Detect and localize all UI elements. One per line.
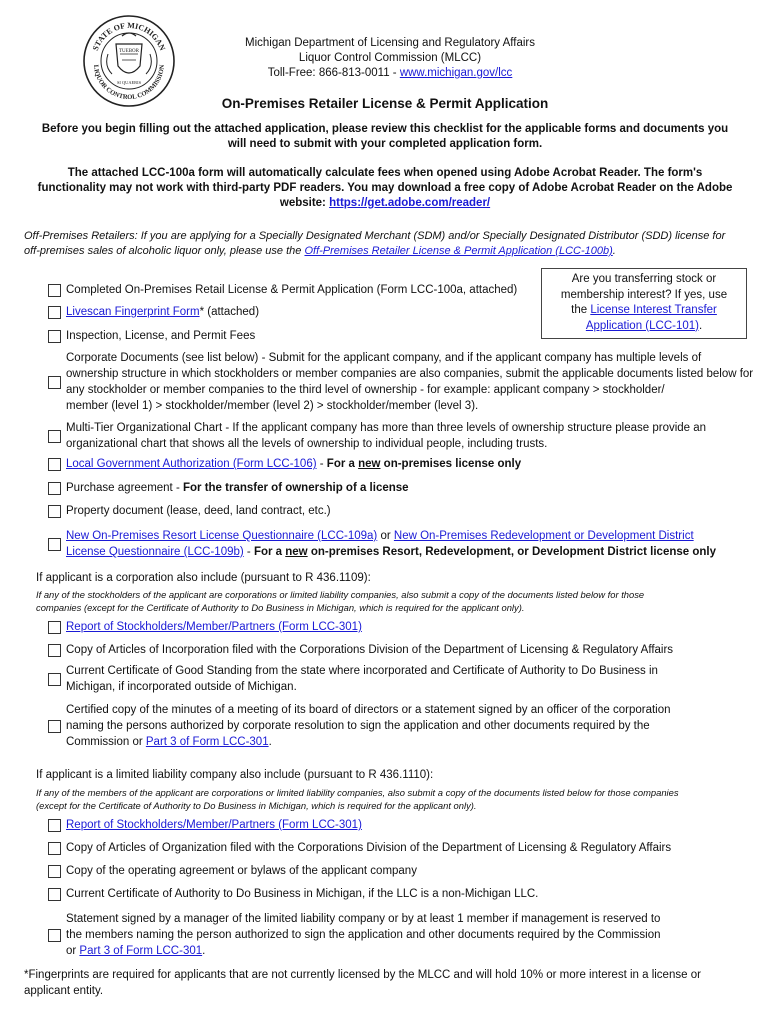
- corp-part3-link[interactable]: Part 3 of Form LCC-301: [145, 736, 269, 748]
- corp-minutes-line2: naming the persons authorized by corporate resolution to sign the application and other documents required by the: [66, 720, 650, 732]
- org-chart-line1: Multi-Tier Organizational Chart - If the applicant company has more than three levels of ownership structure please provide an: [66, 422, 707, 434]
- corp-good-standing-line1: Current Certificate of Good Standing from the state where incorporated and Certificate of Authority to Do Business in: [66, 665, 658, 677]
- llc-item-statement: [48, 911, 661, 959]
- acrobat-download-link[interactable]: https://get.adobe.com/reader/: [329, 197, 491, 209]
- checklist-item-org-chart: [48, 420, 706, 452]
- corporate-docs-line2: ownership structure in which stockholders or member companies are also companies, submit the applicable documents listed below for: [66, 368, 754, 380]
- llc-articles-label: Copy of Articles of Organization filed with the Corporations Division of the Department of Licensing & Regulatory Affairs: [66, 842, 672, 854]
- mlcc-seal: [82, 14, 176, 108]
- local-gov-auth-label: [66, 456, 521, 472]
- stock-transfer-the: the: [571, 304, 591, 316]
- corporate-docs-line3: any stockholder or member companies to the third level of ownership - for example: applicant company > stockholder/: [66, 384, 665, 396]
- off-premises-line2-text: off-premises sales of alcoholic liquor only, please use the: [24, 245, 305, 257]
- llc-statement-checkbox[interactable]: [48, 929, 61, 942]
- local-gov-auth-dash: -: [316, 458, 327, 470]
- corp-report-link[interactable]: Report of Stockholders/Member/Partners (Form LCC-301): [66, 621, 362, 633]
- off-premises-application-link[interactable]: Off-Premises Retailer License & Permit Application (LCC-100b): [304, 245, 613, 257]
- acrobat-notice: [24, 166, 746, 211]
- corp-good-standing-label: [66, 663, 658, 695]
- checklist-item-resort: [48, 528, 716, 560]
- purchase-text: Purchase agreement -: [66, 482, 183, 494]
- local-gov-auth-checkbox[interactable]: [48, 458, 61, 471]
- resort-checkbox[interactable]: [48, 538, 61, 551]
- footnote-line1: *Fingerprints are required for applicants that are not currently licensed by the MLCC and will hold 10% or more interest in a license or: [24, 969, 701, 981]
- corp-minutes-line1: Certified copy of the minutes of a meeting of its board of directors or a statement signed by an officer of the corporation: [66, 704, 671, 716]
- acrobat-notice-line1: The attached LCC-100a form will automatically calculate fees when opened using Adobe Acrobat Reader. The form's: [67, 167, 703, 179]
- footnote-line2: applicant entity.: [24, 985, 104, 997]
- website-link[interactable]: www.michigan.gov/lcc: [399, 67, 513, 79]
- property-label: Property document (lease, deed, land contract, etc.): [66, 505, 331, 517]
- redevelopment-questionnaire-link-cont[interactable]: License Questionnaire (LCC-109b): [66, 546, 244, 558]
- llc-item-articles: [48, 840, 671, 856]
- checklist-intro: [24, 122, 746, 152]
- seal-bottom-text: LIQUOR CONTROL COMMISSION: [91, 64, 167, 102]
- corp-item-good-standing: [48, 663, 658, 695]
- resort-line1: [66, 528, 716, 544]
- checklist-item-fees: [48, 328, 255, 344]
- corporation-heading: If applicant is a corporation also include (pursuant to R 436.1109):: [36, 572, 371, 584]
- purchase-bold: For the transfer of ownership of a license: [182, 482, 409, 494]
- commission-name: Liquor Control Commission (MLCC): [298, 52, 482, 64]
- corporate-docs-label: [66, 350, 753, 414]
- stock-transfer-box: [541, 268, 747, 339]
- checklist-item-corporate-docs: [48, 350, 753, 414]
- llc-report-link[interactable]: Report of Stockholders/Member/Partners (Form LCC-301): [66, 819, 362, 831]
- property-checkbox[interactable]: [48, 505, 61, 518]
- livescan-form-link[interactable]: Livescan Fingerprint Form: [66, 306, 200, 318]
- local-gov-auth-bold-b: on-premises license only: [380, 458, 522, 470]
- corp-articles-checkbox[interactable]: [48, 644, 61, 657]
- llc-item-authority: [48, 886, 538, 902]
- corp-minutes-label: [66, 702, 671, 750]
- agency-name: Michigan Department of Licensing and Regulatory Affairs: [244, 37, 535, 49]
- completed-form-label: Completed On-Premises Retail License & Permit Application (Form LCC-100a, attached): [66, 284, 518, 296]
- llc-articles-checkbox[interactable]: [48, 842, 61, 855]
- livescan-checkbox[interactable]: [48, 306, 61, 319]
- agency-header: [180, 36, 600, 81]
- license-interest-transfer-link-cont[interactable]: Application (LCC-101): [585, 319, 699, 332]
- corp-minutes-line3: [66, 734, 671, 750]
- llc-statement-line3: [66, 943, 661, 959]
- resort-bold-b: on-premises Resort, Redevelopment, or Development District license only: [307, 546, 717, 558]
- page-title: On-Premises Retailer License & Permit Application: [221, 96, 549, 111]
- llc-operating-label: Copy of the operating agreement or bylaws of the applicant company: [66, 865, 417, 877]
- checklist-item-property: [48, 503, 331, 519]
- corporation-note-line1: If any of the stockholders of the applicant are corporations or limited liability companies, also submit a copy of the documents listed below for those: [36, 589, 645, 600]
- local-gov-auth-link[interactable]: Local Government Authorization (Form LCC-106): [66, 458, 317, 470]
- checklist-intro-line2: will need to submit with your completed application form.: [227, 138, 543, 150]
- stock-transfer-line2: membership interest? If yes, use: [560, 288, 728, 301]
- acrobat-notice-line2: functionality may not work with third-party PDF readers. You may download a free copy of Adobe Acrobat Reader on the Adobe: [37, 182, 733, 194]
- corp-minutes-suffix: .: [268, 736, 272, 748]
- stock-transfer-line1: Are you transferring stock or: [571, 273, 717, 285]
- acrobat-notice-line3: [24, 196, 746, 211]
- llc-operating-checkbox[interactable]: [48, 865, 61, 878]
- tollfree-text: Toll-Free: 866-813-0011 -: [267, 67, 400, 79]
- seal-motto-bottom: SI QUAERIS: [116, 80, 142, 85]
- corporate-docs-checkbox[interactable]: [48, 376, 61, 389]
- resort-dash: -: [243, 546, 254, 558]
- checklist-item-livescan: [48, 304, 259, 320]
- checklist-intro-line1: Before you begin filling out the attached application, please review this checklist for the applicable forms and documents you: [41, 123, 729, 135]
- corp-item-report: [48, 619, 362, 635]
- off-premises-suffix: .: [612, 245, 616, 257]
- purchase-checkbox[interactable]: [48, 482, 61, 495]
- llc-note: [36, 786, 736, 812]
- corp-item-minutes: [48, 702, 671, 750]
- corp-item-articles: [48, 642, 673, 658]
- fingerprint-footnote: [24, 967, 748, 999]
- corporate-docs-line1: Corporate Documents (see list below) - Submit for the applicant company, and if the applicant company has multiple levels of: [66, 352, 702, 364]
- llc-statement-line2: the members naming the person authorized to sign the application and other documents required by the Commission: [66, 929, 661, 941]
- corporate-docs-line4: member (level 1) > stockholder/member (level 2) > stockholder/member (level 3).: [66, 400, 479, 412]
- llc-authority-label: Current Certificate of Authority to Do Business in Michigan, if the LLC is a non-Michigan LLC.: [66, 888, 539, 900]
- llc-statement-suffix: .: [202, 945, 206, 957]
- off-premises-notice: [24, 229, 748, 259]
- corp-minutes-checkbox[interactable]: [48, 720, 61, 733]
- stock-transfer-suffix: .: [698, 319, 703, 332]
- corp-report-checkbox[interactable]: [48, 621, 61, 634]
- livescan-suffix: * (attached): [199, 306, 260, 318]
- llc-authority-checkbox[interactable]: [48, 888, 61, 901]
- off-premises-line2: [24, 244, 748, 259]
- acrobat-website-label: website:: [279, 197, 330, 209]
- corporation-note: [36, 588, 736, 614]
- stock-transfer-line4: [546, 319, 742, 335]
- corp-minutes-prefix: Commission or: [66, 736, 146, 748]
- corp-good-standing-checkbox[interactable]: [48, 673, 61, 686]
- stock-transfer-line3: [546, 303, 742, 319]
- llc-statement-line1: Statement signed by a manager of the limited liability company or by at least 1 member if management is reserved to: [66, 913, 661, 925]
- llc-part3-link[interactable]: Part 3 of Form LCC-301: [79, 945, 203, 957]
- seal-top-text: STATE OF MICHIGAN: [90, 20, 168, 52]
- llc-note-line1: If any of the members of the applicant are corporations or limited liability companies, also submit a copy of the documents listed below for those companies: [36, 787, 679, 798]
- purchase-label: [66, 480, 409, 496]
- checklist-item-purchase: [48, 480, 409, 496]
- resort-line2: [66, 544, 716, 560]
- resort-questionnaire-link[interactable]: New On-Premises Resort License Questionnaire (LCC-109a): [66, 530, 378, 542]
- org-chart-line2: organizational chart that shows all the levels of ownership to individual people, including trusts.: [66, 438, 548, 450]
- org-chart-checkbox[interactable]: [48, 430, 61, 443]
- corp-articles-label: Copy of Articles of Incorporation filed with the Corporations Division of the Department of Licensing & Regulatory Affairs: [66, 644, 674, 656]
- llc-report-checkbox[interactable]: [48, 819, 61, 832]
- resort-label: [66, 528, 716, 560]
- llc-statement-prefix: or: [66, 945, 80, 957]
- checklist-item-completed-form: [48, 282, 517, 298]
- llc-note-line2: (except for the Certificate of Authority to Do Business in Michigan, which is required for the applicant only).: [36, 800, 477, 811]
- local-gov-auth-new: new: [358, 458, 381, 470]
- license-interest-transfer-link[interactable]: License Interest Transfer: [590, 304, 717, 316]
- off-premises-line1: Off-Premises Retailers: If you are applying for a Specially Designated Merchant (SDM) and/or Specially Designated Distributor (SDD) license for: [24, 230, 726, 242]
- fees-checkbox[interactable]: [48, 330, 61, 343]
- seal-motto-top: TUEBOR: [119, 49, 139, 54]
- llc-statement-label: [66, 911, 661, 959]
- checklist-item-local-gov-auth: [48, 456, 521, 472]
- contact-line: [180, 66, 600, 81]
- llc-heading: If applicant is a limited liability company also include (pursuant to R 436.1110):: [36, 769, 434, 781]
- resort-new: new: [285, 546, 308, 558]
- resort-or: or: [377, 530, 394, 542]
- livescan-label: [66, 304, 259, 320]
- fees-label: Inspection, License, and Permit Fees: [66, 330, 256, 342]
- completed-form-checkbox[interactable]: [48, 284, 61, 297]
- corp-good-standing-line2: Michigan, if incorporated outside of Michigan.: [66, 681, 297, 693]
- corporation-note-line2: companies (except for the Certificate of Authority to Do Business in Michigan, which is required for the applicant only).: [36, 602, 525, 613]
- local-gov-auth-bold-a: For a: [326, 458, 359, 470]
- redevelopment-questionnaire-link[interactable]: New On-Premises Redevelopment or Development District: [393, 530, 694, 542]
- llc-item-operating: [48, 863, 417, 879]
- org-chart-label: [66, 420, 706, 452]
- llc-item-report: [48, 817, 362, 833]
- resort-bold-a: For a: [253, 546, 286, 558]
